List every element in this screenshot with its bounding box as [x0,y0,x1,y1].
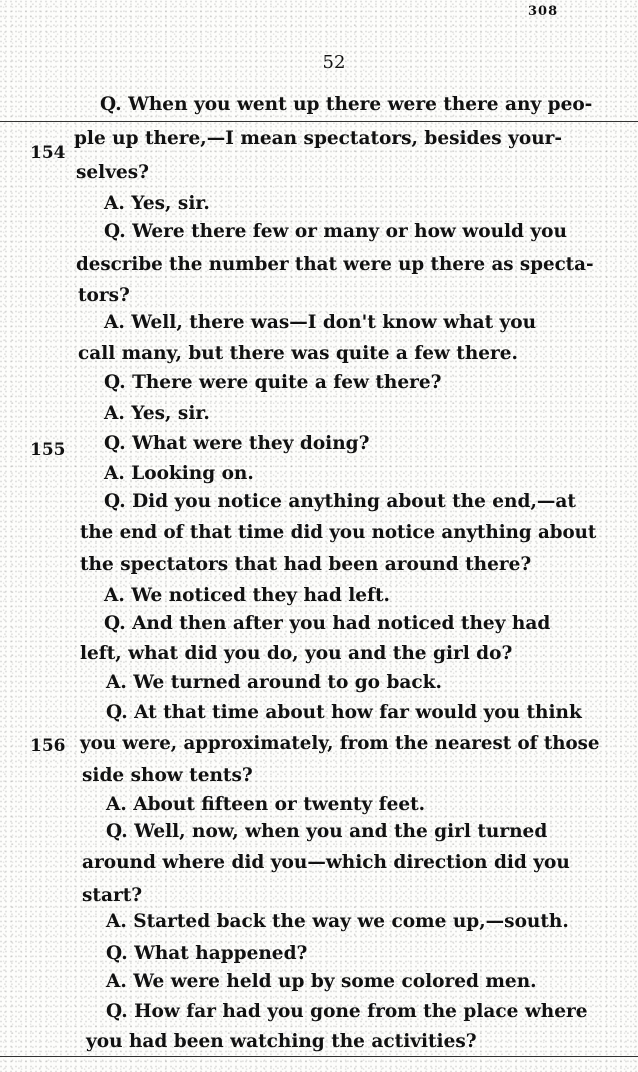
transcript-line: A. Yes, sir. [104,403,210,424]
margin-line-number: 155 [30,440,66,460]
transcript-line: the spectators that had been around there? [80,554,532,575]
bottom-rule [0,1056,638,1057]
transcript-line: you were, approximately, from the nearest of those [80,733,600,754]
transcript-line: the end of that time did you notice anything about [80,522,597,543]
transcript-line: Q. Did you notice anything about the end,—at [104,491,576,512]
transcript-line: start? [82,885,143,906]
transcript-line: Q. What happened? [106,943,308,964]
transcript-line: call many, but there was quite a few there. [78,343,518,364]
transcript-line: side show tents? [82,765,253,786]
transcript-line: A. We noticed they had left. [104,585,391,606]
transcript-line: Q. And then after you had noticed they had [104,613,551,634]
transcript-line: Q. What were they doing? [104,433,370,454]
transcript-line: left, what did you do, you and the girl do? [80,643,513,664]
transcript-line: Q. There were quite a few there? [104,372,442,393]
margin-line-number: 154 [30,143,66,163]
transcript-line: Q. Were there few or many or how would you [104,221,567,242]
transcript-line: Q. How far had you gone from the place where [106,1001,588,1022]
transcript-line: selves? [76,162,149,183]
transcript-line: A. Looking on. [104,463,254,484]
corner-page-mark: 308 [528,4,559,19]
transcript-line: ple up there,—I mean spectators, besides your- [74,128,563,149]
transcript-line: A. Started back the way we come up,—south. [106,911,569,932]
transcript-line: Q. Well, now, when you and the girl turned [106,821,548,842]
transcript-line: A. We turned around to go back. [106,672,442,693]
transcript-line: describe the number that were up there as specta- [76,254,594,275]
transcript-line: A. Well, there was—I don't know what you [104,312,537,333]
transcript-line: you had been watching the activities? [86,1031,477,1052]
transcript-line: Q. At that time about how far would you think [106,702,582,723]
transcript-line: tors? [78,285,130,306]
transcript-line: Q. When you went up there were there any peo- [100,94,593,115]
top-rule [0,121,638,122]
page-number: 52 [322,52,346,73]
transcript-line: A. About fifteen or twenty feet. [106,794,426,815]
margin-line-number: 156 [30,736,66,756]
transcript-line: around where did you—which direction did you [82,852,570,873]
transcript-line: A. Yes, sir. [104,193,210,214]
transcript-line: A. We were held up by some colored men. [106,971,537,992]
